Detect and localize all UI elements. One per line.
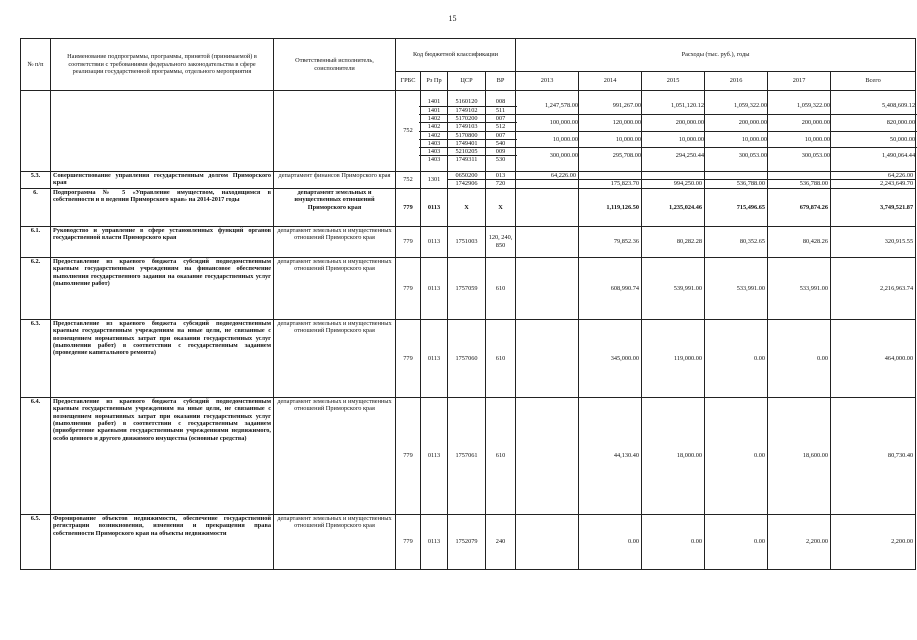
row-2017: 2,200.00 [768,514,831,569]
row-vr: 120, 240, 850 [486,226,516,257]
row-number: 6. [21,188,51,226]
row-2014: 79,852.36 [579,226,642,257]
row-grbs: 779 [396,514,421,569]
row-2014: 0.00 [579,514,642,569]
table-row [21,397,916,514]
row-rzpr: 0113 [421,188,448,226]
row-csr: 1757060 [448,319,486,397]
row-csr: 1751003 [448,226,486,257]
row-2013 [516,397,579,514]
row-total: 64,226.00 [831,172,916,180]
row-csr: 1752079 [448,514,486,569]
row-2017: 679,874.26 [768,188,831,226]
row-responsible: департамент земельных и имущественных отношений Приморского края [274,257,396,319]
expenditure-table [20,38,916,570]
row-rzpr: 1301 [421,172,448,189]
row-grbs: 779 [396,226,421,257]
row-vr: 013 [486,172,516,180]
row-rzpr: 0113 [421,257,448,319]
row-name: Предоставление из краевого бюджета субсидий подведомственным краевым государственным учреждениям на иные цели, не связанные с возмещением нормативных затрат при оказании государственных услуг (выполнении работ) в соответствии с государственным заданием (проведение капитального ремонта) [51,319,274,397]
row-vr: 610 [486,257,516,319]
row-name: Руководство и управление в сфере установленных функций органов государственной власти Приморского края [51,226,274,257]
row-2015: 1,235,024.46 [642,188,705,226]
row-2013 [516,514,579,569]
page-number: 15 [448,14,457,23]
row-responsible: департамент земельных и имущественных отношений Приморского края [274,319,396,397]
row-2014: 608,990.74 [579,257,642,319]
row-2015: 80,282.28 [642,226,705,257]
row-2014: 1,119,126.50 [579,188,642,226]
row-rzpr: 0113 [421,397,448,514]
row-csr: 1742906 [448,180,486,188]
table-row [21,319,916,397]
row-grbs: 779 [396,397,421,514]
row-vr: 610 [486,319,516,397]
col-2013-header: 2013 [516,72,579,91]
cell-2014-stack: 991,267.00 120,000.00 10,000.00 295,708.00 [579,91,642,172]
row-name: Совершенствование управления государственным долгом Приморского края [51,172,274,189]
col-csr-header: ЦСР [448,72,486,91]
row-name: Предоставление из краевого бюджета субсидий подведомственным краевым государственным учреждениям на финансовое обеспечение выполнения государственного задания на оказание государственных услуг (выполнение работ) [51,257,274,319]
col-2014-header: 2014 [579,72,642,91]
row-number: 6.4. [21,397,51,514]
row-responsible: департамент земельных и имущественных отношений Приморского края [274,226,396,257]
row-number: 6.1. [21,226,51,257]
row-name: Формирование объектов недвижимости, обеспечение государственной регистрации возникновения, изменения и прекращения права собственности Приморского края на объекты недвижимости [51,514,274,569]
row-2013: 64,226.00 [516,172,579,180]
col-rzpr-header: Рз Пр [421,72,448,91]
row-2017: 80,428.26 [768,226,831,257]
row-grbs: 779 [396,257,421,319]
row-2015: 0.00 [642,514,705,569]
row-rzpr: 0113 [421,319,448,397]
cell-2017-stack: 1,059,322.00 200,000.00 10,000.00 300,053.00 [768,91,831,172]
col-num-header: № п/п [21,39,51,91]
col-expenses-header: Расходы (тыс. руб.), годы [516,39,916,72]
table-row [21,257,916,319]
row-csr: 0650200 [448,172,486,180]
row-total: 320,915.55 [831,226,916,257]
row-2015: 18,000.00 [642,397,705,514]
row-2016: 80,352.65 [705,226,768,257]
row-2014: 44,130.40 [579,397,642,514]
table-row [21,91,916,172]
row-total: 464,000.00 [831,319,916,397]
table-row [21,514,916,569]
cell-2013-stack: 1,247,578.00 100,000.00 10,000.00 300,000.00 [516,91,579,172]
row-2013 [516,226,579,257]
row-name: Предоставление из краевого бюджета субсидий подведомственным краевым государственным учреждениям на иные цели, не связанные с возмещением нормативных затрат при оказании государственных услуг (выполнении работ) в соответствии с государственным заданием (приобретение краевыми государственными учреждениями недвижимого, особо ценного и другого движимого имущества (основные средства) [51,397,274,514]
table-row [21,226,916,257]
row-vr: 610 [486,397,516,514]
row-2016: 0.00 [705,514,768,569]
col-2017-header: 2017 [768,72,831,91]
row-2014: 175,823.70 [579,180,642,188]
row-grbs: 752 [396,172,421,189]
col-resp-header: Ответственный исполнитель, соисполнители [274,39,396,91]
row-vr: X [486,188,516,226]
row-responsible: департамент финансов Приморского края [274,172,396,189]
col-total-header: Всего [831,72,916,91]
col-2016-header: 2016 [705,72,768,91]
cell-vr-stack: 008 511 007 512 007 540 009 530 [486,91,516,172]
row-2014: 345,000.00 [579,319,642,397]
row-total: 2,243,649.70 [831,180,916,188]
row-2017: 533,991.00 [768,257,831,319]
col-grbs-header: ГРБС [396,72,421,91]
row-rzpr: 0113 [421,514,448,569]
row-2015: 994,250.00 [642,180,705,188]
row-2017: 18,600.00 [768,397,831,514]
row-2015: 539,991.00 [642,257,705,319]
row-csr: 1757059 [448,257,486,319]
col-kbk-header: Код бюджетной классификации [396,39,516,72]
row-csr: X [448,188,486,226]
col-name-header: Наименование подпрограммы, программы, принятой (принимаемой) в соответствии с требованиями федерального законодательства в сфере реализации государственной программы, отдельного мероприятия [51,39,274,91]
row-responsible: департамент земельных и имущественных отношений Приморского края [274,397,396,514]
row-number: 6.2. [21,257,51,319]
row-2016: 0.00 [705,397,768,514]
row-vr: 720 [486,180,516,188]
row-2017: 0.00 [768,319,831,397]
row-number: 6.5. [21,514,51,569]
row-responsible: департамент земельных и имущественных отношений Приморского края [274,514,396,569]
row-grbs: 779 [396,188,421,226]
row-total: 80,730.40 [831,397,916,514]
row-rzpr: 0113 [421,226,448,257]
row-total: 3,749,521.87 [831,188,916,226]
col-2015-header: 2015 [642,72,705,91]
row-grbs: 779 [396,319,421,397]
row-responsible: департамент земельных и имущественных отношений Приморского края [274,188,396,226]
row-2016: 0.00 [705,319,768,397]
cell-csr-stack: 5160120 1749102 5170200 1749103 5170800 1749401 5210205 1749311 [448,91,486,172]
cell-rzpr-stack: 1401 1401 1402 1402 1402 1403 1403 1403 [421,91,448,172]
cell-2015-stack: 1,051,120.12 200,000.00 10,000.00 294,250.44 [642,91,705,172]
row-2016: 533,991.00 [705,257,768,319]
row-2013 [516,257,579,319]
row-number: 6.3. [21,319,51,397]
row-2013 [516,319,579,397]
row-2016: 715,496.65 [705,188,768,226]
cell-total-stack: 5,408,609.12 820,000.00 50,000.00 1,490,064.44 [831,91,916,172]
table-row [21,188,916,226]
row-2016: 536,788.00 [705,180,768,188]
row-2017: 536,788.00 [768,180,831,188]
col-vr-header: ВР [486,72,516,91]
table-row [21,172,916,180]
row-2013 [516,188,579,226]
row-total: 2,200.00 [831,514,916,569]
row-csr: 1757061 [448,397,486,514]
cell-2016-stack: 1,059,322.00 200,000.00 10,000.00 300,053.00 [705,91,768,172]
cell-grbs: 752 [396,91,421,172]
row-name: Подпрограмма № 5 «Управление имуществом, находящимся в собственности и в ведении Приморского края» на 2014-2017 годы [51,188,274,226]
row-number: 5.3. [21,172,51,189]
row-vr: 240 [486,514,516,569]
row-total: 2,216,963.74 [831,257,916,319]
row-2015: 119,000.00 [642,319,705,397]
